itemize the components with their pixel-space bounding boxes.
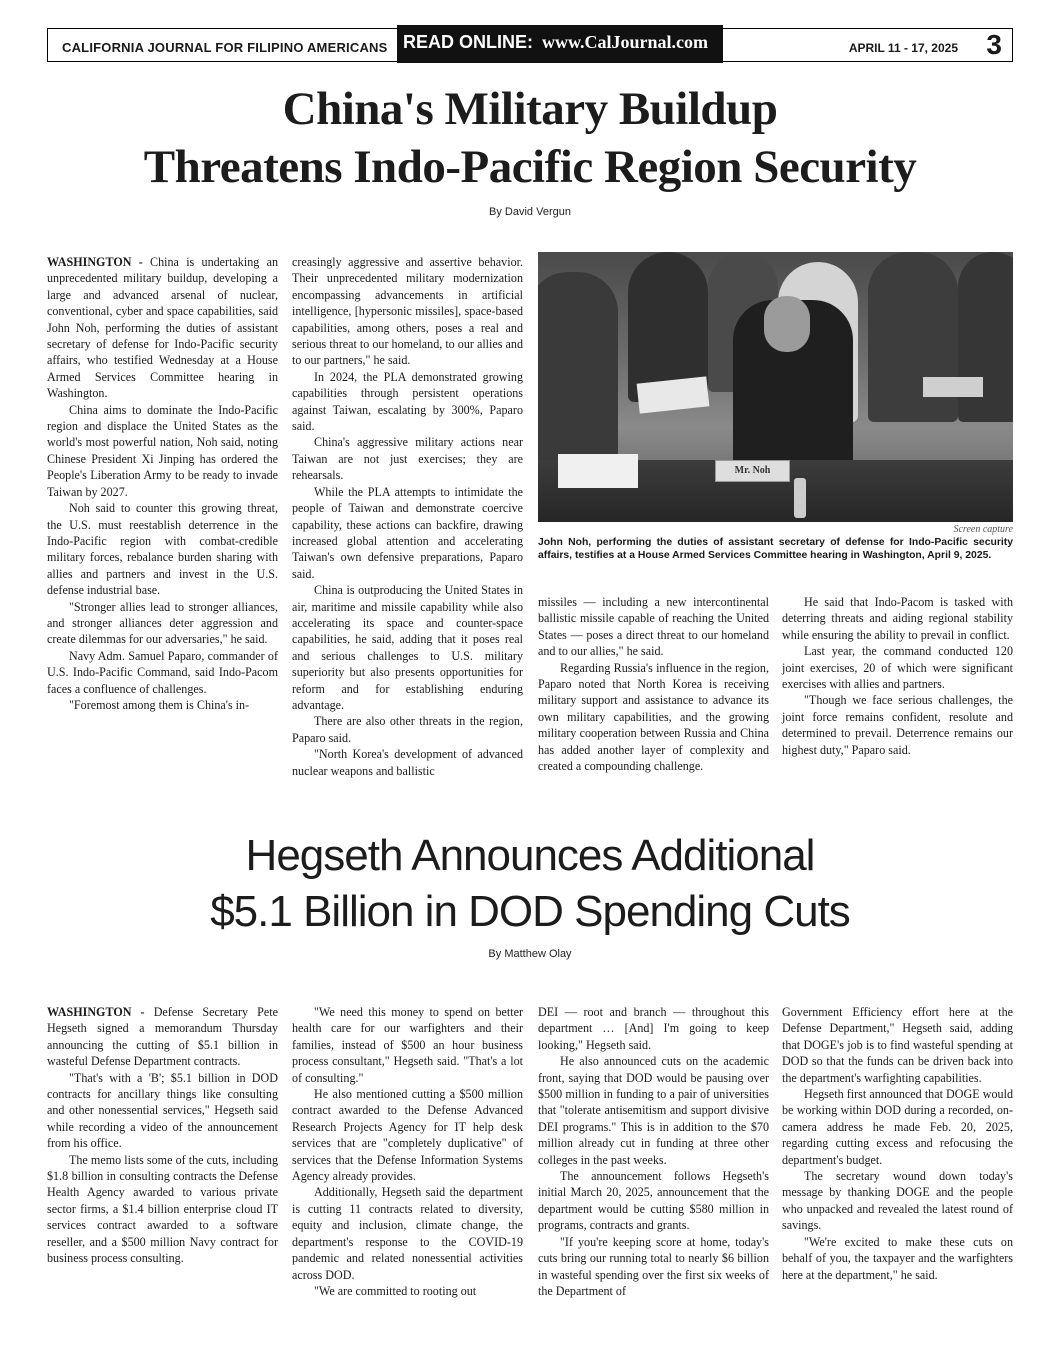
paragraph: [782, 594, 1013, 643]
photo-papers: [637, 376, 710, 413]
read-online-banner[interactable]: [397, 25, 723, 63]
paragraph: [782, 1168, 1013, 1234]
paragraph: [782, 643, 1013, 692]
article1-column-3: [538, 594, 769, 774]
masthead: [47, 28, 1013, 62]
article1-byline: By David Vergun: [489, 206, 571, 218]
paragraph-text: "We're excited to make these cuts on behalf of you, the taxpayer and the warfighters here at the department," he said.: [782, 1234, 1013, 1282]
paragraph: [538, 660, 769, 775]
paragraph-text: In 2024, the PLA demonstrated growing capabilities through persistent operations against Taiwan, escalating by 300%, Paparo said.: [292, 369, 523, 434]
paragraph: [292, 369, 523, 435]
paragraph-text: Hegseth first announced that DOGE would be working within DOD during a recorded, on-camera address he made Feb. 20, 2025, regarding cutting excess and refocusing the department's budget.: [782, 1087, 1013, 1167]
paragraph: [782, 1234, 1013, 1283]
paragraph-text: While the PLA attempts to intimidate the people of Taiwan and demonstrate coercive capability, these actions can backfire, drawing increased global attention and accelerating Taiwan's own defensive preparations, Paparo said.: [292, 484, 523, 581]
paragraph-text: China's aggressive military actions near Taiwan are not just exercises; they are rehearsals.: [292, 435, 523, 483]
article1-headline-line1: China's Military Buildup: [282, 83, 778, 135]
paragraph-text: Defense Secretary Pete Hegseth signed a memorandum Thursday announcing the cutting of $5.1 billion in wasteful Defense Department contracts.: [47, 1005, 278, 1069]
paragraph-text: Noh said to counter this growing threat, the U.S. must reestablish deterrence in the Indo-Pacific region with combat-credible military forces, rebalance burden sharing with allies and partners and invest in the U.S. defense industrial base.: [47, 501, 278, 598]
paragraph: [538, 1168, 769, 1234]
paragraph-text: "North Korea's development of advanced nuclear weapons and ballistic: [292, 747, 523, 778]
paragraph: [292, 434, 523, 483]
paragraph: [47, 697, 278, 713]
paragraph: [47, 648, 278, 697]
paragraph: [292, 1184, 523, 1282]
paragraph: [782, 1004, 1013, 1086]
article2-column-2: [292, 1004, 523, 1299]
paragraph-text: "That's with a 'B'; $5.1 billion in DOD contracts for ancillary things like consulting and other nonessential services," Hegseth said while recording a video of the announcement from his office.: [47, 1070, 278, 1151]
paragraph-text: China aims to dominate the Indo-Pacific region and displace the United States as the world's most powerful nation, Noh said, noting Chinese President Xi Jinping has ordered the People's Liberation Army to be ready to invade Taiwan by 2027.: [47, 402, 278, 499]
article2-byline: By Matthew Olay: [488, 948, 572, 960]
page-number: 3: [986, 29, 1002, 60]
paragraph: [47, 1070, 278, 1152]
paragraph-text: Government Efficiency effort here at the Defense Department," Hegseth said, adding that DOGE's job is to find wasteful spending at DOD so that the funds can be driven back into the department's warfighting capabilities.: [782, 1005, 1013, 1085]
paragraph-text: Regarding Russia's influence in the region, Paparo noted that North Korea is receiving military support and assistance to advance its own military capabilities, and the growing military cooperation between Russia and China has added another layer of complexity and created a compounding challenge.: [538, 660, 769, 774]
dateline: WASHINGTON -: [47, 1005, 154, 1019]
paragraph: [538, 1053, 769, 1168]
photo-phone-hands: [923, 377, 983, 397]
paragraph: [292, 746, 523, 779]
photo-binder: [558, 454, 638, 488]
photo-nameplate: Mr. Noh: [715, 460, 790, 482]
paragraph: [47, 500, 278, 598]
paragraph: [782, 692, 1013, 758]
paragraph: [292, 713, 523, 746]
paragraph-text: He also mentioned cutting a $500 million contract awarded to the Defense Advanced Research Projects Agency for IT help desk services that are "completely duplicative" of services that the Defense Information Systems Agency already provides.: [292, 1087, 523, 1184]
article2-column-1: [47, 1004, 278, 1267]
photo-witness-head: [764, 296, 810, 352]
read-online-link[interactable]: www.CalJournal.com: [542, 32, 708, 52]
paragraph-text: He also announced cuts on the academic front, saying that DOD would be pausing over $500 million in funding to a pair of universities that "tolerate antisemitism and support divisive DEI programs." This is in addition to the $70 million already cut in funding at three other colleges in the past weeks.: [538, 1054, 769, 1167]
paragraph-text: He said that Indo-Pacom is tasked with deterring threats and aiding regional stability while ensuring the ability to prevail in conflict.: [782, 595, 1013, 642]
paragraph-text: There are also other threats in the region, Paparo said.: [292, 714, 523, 745]
paragraph-text: creasingly aggressive and assertive behavior. Their unprecedented military modernization encompassing advancements in artificial intelligence, [hypersonic missiles], space-based capabilities, among others, poses a real and serious threat to our homeland, to our allies and to our partners," he said.: [292, 255, 523, 368]
paragraph-text: Navy Adm. Samuel Paparo, commander of U.S. Indo-Pacific Command, said Indo-Pacom faces a confluence of challenges.: [47, 648, 278, 696]
paragraph: [292, 484, 523, 582]
paragraph-text: The secretary wound down today's message by thanking DOGE and the people who unpacked and revealed the latest round of savings.: [782, 1169, 1013, 1233]
paragraph-text: missiles — including a new intercontinental ballistic missile capable of reaching the United States — poses a direct threat to our homeland and to our allies," he said.: [538, 595, 769, 659]
paragraph-text: "If you're keeping score at home, today's cuts bring our running total to nearly $6 billion in wasteful spending over the first six weeks of the Department of: [538, 1234, 769, 1298]
paragraph: [292, 1004, 523, 1086]
paragraph: [292, 1086, 523, 1184]
paragraph-text: "We need this money to spend on better health care for our warfighters and their families, instead of $500 an hour business process consultant," Hegseth said. "That's a lot of consulting.": [292, 1005, 523, 1085]
paragraph: [538, 1004, 769, 1053]
article2-column-4: [782, 1004, 1013, 1283]
paragraph: [47, 599, 278, 648]
paragraph: [47, 402, 278, 500]
article1-column-2: [292, 254, 523, 779]
article1-headline-line2: Threatens Indo-Pacific Region Security: [143, 141, 917, 193]
photo-caption: John Noh, performing the duties of assistant secretary of defense for Indo-Pacific security affairs, testifies at a House Armed Services Committee hearing in Washington, April 9, 2025.: [538, 537, 1013, 561]
paragraph-text: DEI — root and branch — throughout this department … [And] I'm going to keep looking," Hegseth said.: [538, 1005, 769, 1052]
paragraph-text: China is undertaking an unprecedented military buildup, developing a large and advanced arsenal of nuclear, conventional, cyber and space capabilities, said John Noh, performing the duties of assistant secretary of defense for Indo-Pacific security affairs, who testified Wednesday at a House Armed Services Committee hearing in Washington.: [47, 255, 278, 401]
photo-figure-left: [538, 272, 618, 472]
hearing-photo: [538, 252, 1013, 522]
paragraph-text: The announcement follows Hegseth's initial March 20, 2025, announcement that the department would be cutting $580 million in programs, contracts and grants.: [538, 1169, 769, 1233]
article1-column-1: [47, 254, 278, 713]
paragraph: [47, 254, 278, 402]
paragraph-text: "Foremost among them is China's in-: [69, 697, 250, 712]
paragraph: [292, 254, 523, 369]
dateline: WASHINGTON -: [47, 255, 151, 269]
paragraph: [292, 1283, 523, 1299]
article2-headline-line1: Hegseth Announces Additional: [245, 831, 815, 880]
paragraph: [292, 582, 523, 713]
issue-date: APRIL 11 - 17, 2025: [848, 41, 958, 55]
paragraph: [538, 594, 769, 660]
paragraph: [782, 1086, 1013, 1168]
paragraph-text: "Stronger allies lead to stronger alliances, and stronger alliances deter aggression and create dilemmas for our adversaries," he said.: [47, 599, 278, 647]
paragraph-text: The memo lists some of the cuts, including $1.8 billion in consulting contracts the Defense Health Agency awarded to various private sector firms, a $1.4 billion enterprise cloud IT services contract awarded to a software reseller, and a $500 million Navy contract for business process consulting.: [47, 1152, 278, 1266]
article2-column-3: [538, 1004, 769, 1299]
photo-credit: Screen capture: [953, 524, 1013, 535]
publication-name: CALIFORNIA JOURNAL FOR FILIPINO AMERICANS: [62, 40, 388, 55]
paragraph-text: Last year, the command conducted 120 joint exercises, 20 of which were significant exercises with allies and partners.: [782, 644, 1013, 692]
paragraph-text: "Though we face serious challenges, the joint force remains confident, resolute and determined to prevail. Deterrence remains our highest duty," Paparo said.: [782, 693, 1013, 757]
read-online-label: READ ONLINE:: [403, 32, 533, 52]
paragraph: [47, 1152, 278, 1267]
photo-water-bottle: [794, 478, 806, 518]
paragraph: [47, 1004, 278, 1070]
article1-column-4: [782, 594, 1013, 758]
paragraph-text: "We are committed to rooting out: [314, 1283, 477, 1298]
paragraph-text: China is outproducing the United States in air, maritime and missile capability while also accelerating its space and counter-space capabilities, he said, adding that it poses real and serious challenges to U.S. military superiority but also presents opportunities for reform and for establishing enduring advantage.: [292, 583, 523, 712]
paragraph-text: Additionally, Hegseth said the department is cutting 11 contracts related to diversity, equity and inclusion, climate change, the department's response to the COVID-19 pandemic and related nonessential activities across DOD.: [292, 1185, 523, 1282]
article2-headline-line2: $5.1 Billion in DOD Spending Cuts: [210, 887, 850, 936]
paragraph: [538, 1234, 769, 1300]
